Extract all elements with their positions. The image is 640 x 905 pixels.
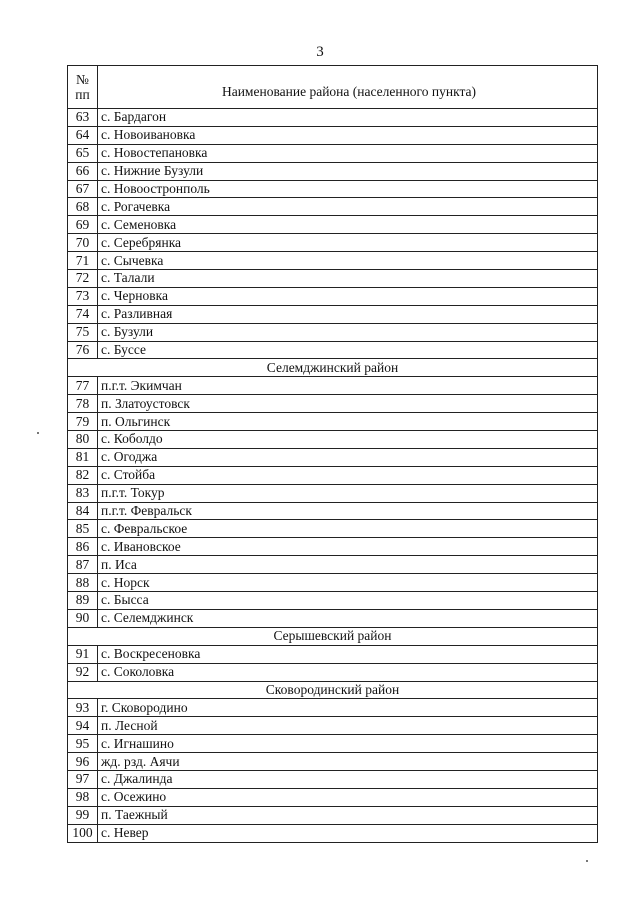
settlement-name: с. Талали [98,270,598,288]
section-title: Селемджинский район [68,359,598,377]
table-row [68,448,598,466]
table-row [68,323,598,341]
section-title: Серышевский район [68,627,598,645]
row-number: 86 [68,538,98,556]
row-number: 95 [68,735,98,753]
row-number: 78 [68,395,98,413]
table-row [68,574,598,592]
settlement-name: с. Норск [98,574,598,592]
settlement-name: с. Разливная [98,305,598,323]
row-number: 72 [68,270,98,288]
table-row [68,431,598,449]
row-number: 79 [68,413,98,431]
table-row [68,341,598,359]
settlement-name: с. Февральское [98,520,598,538]
settlement-name: п. Иса [98,556,598,574]
row-number: 82 [68,466,98,484]
row-number: 100 [68,824,98,842]
row-number: 63 [68,109,98,127]
settlement-name: с. Семеновка [98,216,598,234]
table-row [68,770,598,788]
table-row [68,753,598,771]
section-row [68,681,598,699]
table-row [68,502,598,520]
settlement-name: с. Бысса [98,592,598,610]
row-number: 77 [68,377,98,395]
table-row [68,806,598,824]
row-number: 67 [68,180,98,198]
table-row [68,395,598,413]
table-row [68,144,598,162]
row-number: 69 [68,216,98,234]
settlements-table [67,65,598,843]
header-number-label: № пп [75,72,90,102]
table-row [68,645,598,663]
table-row [68,109,598,127]
settlement-name: с. Соколовка [98,663,598,681]
settlement-name: п.г.т. Токур [98,484,598,502]
table-row [68,377,598,395]
table-row [68,663,598,681]
table-row [68,252,598,270]
row-number: 81 [68,448,98,466]
settlement-name: п. Лесной [98,717,598,735]
table-row [68,788,598,806]
settlement-name: п. Златоустовск [98,395,598,413]
settlement-name: с. Стойба [98,466,598,484]
row-number: 66 [68,162,98,180]
header-number [68,66,98,109]
settlement-name: п.г.т. Экимчан [98,377,598,395]
settlement-name: жд. рзд. Аячи [98,753,598,771]
settlement-name: с. Новоостронполь [98,180,598,198]
settlement-name: с. Осежино [98,788,598,806]
row-number: 97 [68,770,98,788]
row-number: 98 [68,788,98,806]
row-number: 76 [68,341,98,359]
section-title: Сковородинский район [68,681,598,699]
scan-speck [37,432,39,434]
settlement-name: п.г.т. Февральск [98,502,598,520]
row-number: 84 [68,502,98,520]
row-number: 71 [68,252,98,270]
page-number: 3 [316,44,324,60]
table-body [68,109,598,843]
table-row [68,484,598,502]
row-number: 90 [68,609,98,627]
settlement-name: с. Селемджинск [98,609,598,627]
settlement-name: с. Рогачевка [98,198,598,216]
row-number: 88 [68,574,98,592]
table-row [68,609,598,627]
table-row [68,520,598,538]
table-row [68,735,598,753]
table-row [68,198,598,216]
settlement-name: с. Огоджа [98,448,598,466]
settlement-name: г. Сковородино [98,699,598,717]
header-name: Наименование района (населенного пункта) [98,66,598,109]
settlement-name: с. Бардагон [98,109,598,127]
row-number: 73 [68,287,98,305]
settlement-name: с. Коболдо [98,431,598,449]
row-number: 85 [68,520,98,538]
table-row [68,556,598,574]
settlement-name: п. Ольгинск [98,413,598,431]
table-row [68,162,598,180]
table-row [68,824,598,842]
settlement-name: с. Ивановское [98,538,598,556]
row-number: 80 [68,431,98,449]
row-number: 87 [68,556,98,574]
row-number: 64 [68,126,98,144]
row-number: 99 [68,806,98,824]
settlement-name: с. Игнашино [98,735,598,753]
section-row [68,627,598,645]
settlement-name: с. Невер [98,824,598,842]
row-number: 92 [68,663,98,681]
settlement-name: с. Новостепановка [98,144,598,162]
section-row [68,359,598,377]
row-number: 89 [68,592,98,610]
table-row [68,270,598,288]
settlement-name: с. Буссе [98,341,598,359]
scan-speck [586,860,588,862]
row-number: 93 [68,699,98,717]
table-row [68,466,598,484]
table-row [68,699,598,717]
settlement-name: с. Новоивановка [98,126,598,144]
table-row [68,413,598,431]
row-number: 74 [68,305,98,323]
settlement-name: с. Джалинда [98,770,598,788]
row-number: 94 [68,717,98,735]
table-header-row [68,66,598,109]
table-row [68,717,598,735]
row-number: 68 [68,198,98,216]
table-row [68,287,598,305]
settlement-name: п. Таежный [98,806,598,824]
settlement-name: с. Нижние Бузули [98,162,598,180]
settlement-name: с. Сычевка [98,252,598,270]
table-row [68,234,598,252]
table-row [68,305,598,323]
row-number: 65 [68,144,98,162]
settlement-name: с. Серебрянка [98,234,598,252]
settlement-name: с. Воскресеновка [98,645,598,663]
settlement-name: с. Бузули [98,323,598,341]
row-number: 96 [68,753,98,771]
table-row [68,538,598,556]
row-number: 70 [68,234,98,252]
row-number: 75 [68,323,98,341]
table-row [68,126,598,144]
table-row [68,216,598,234]
settlement-name: с. Черновка [98,287,598,305]
table-row [68,592,598,610]
row-number: 83 [68,484,98,502]
row-number: 91 [68,645,98,663]
table-row [68,180,598,198]
